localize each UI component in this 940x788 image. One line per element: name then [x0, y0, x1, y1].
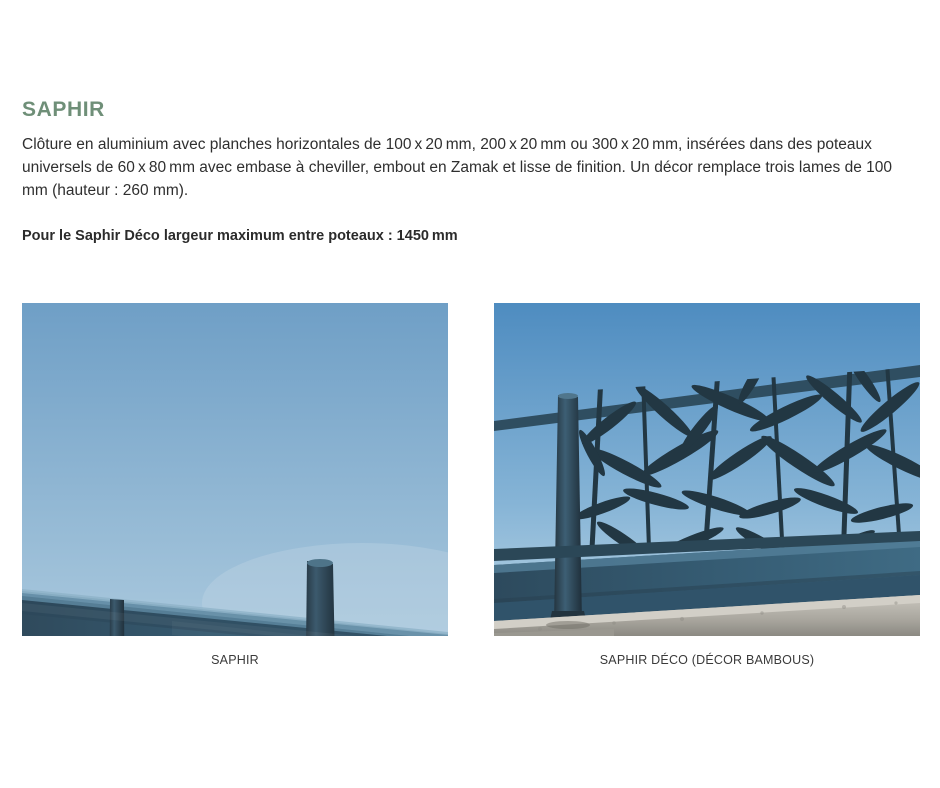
- note-paragraph: Pour le Saphir Déco largeur maximum entre poteaux : 1450 mm: [22, 228, 458, 245]
- figure-caption: SAPHIR DÉCO (DÉCOR BAMBOUS): [599, 653, 815, 667]
- figure-saphir-deco: [494, 303, 920, 667]
- saphir-fence-photo: [22, 303, 448, 636]
- text-block: [22, 98, 920, 244]
- page-title: SAPHIR: [22, 98, 105, 121]
- figure-saphir: [22, 303, 448, 667]
- figure-gallery: [22, 303, 920, 667]
- figure-caption: SAPHIR: [211, 653, 259, 667]
- description-paragraph: Clôture en aluminium avec planches horizontales de 100 x 20 mm, 200 x 20 mm ou 300 x 20 mm, insérées dans des poteaux universels de 60 x 80 mm avec embase à cheviller, embout en Zamak et lisse de finition. Un décor remplace trois lames de 100 mm (hauteur : 260 mm).: [22, 136, 892, 199]
- saphir-deco-bambous-photo: [494, 303, 920, 636]
